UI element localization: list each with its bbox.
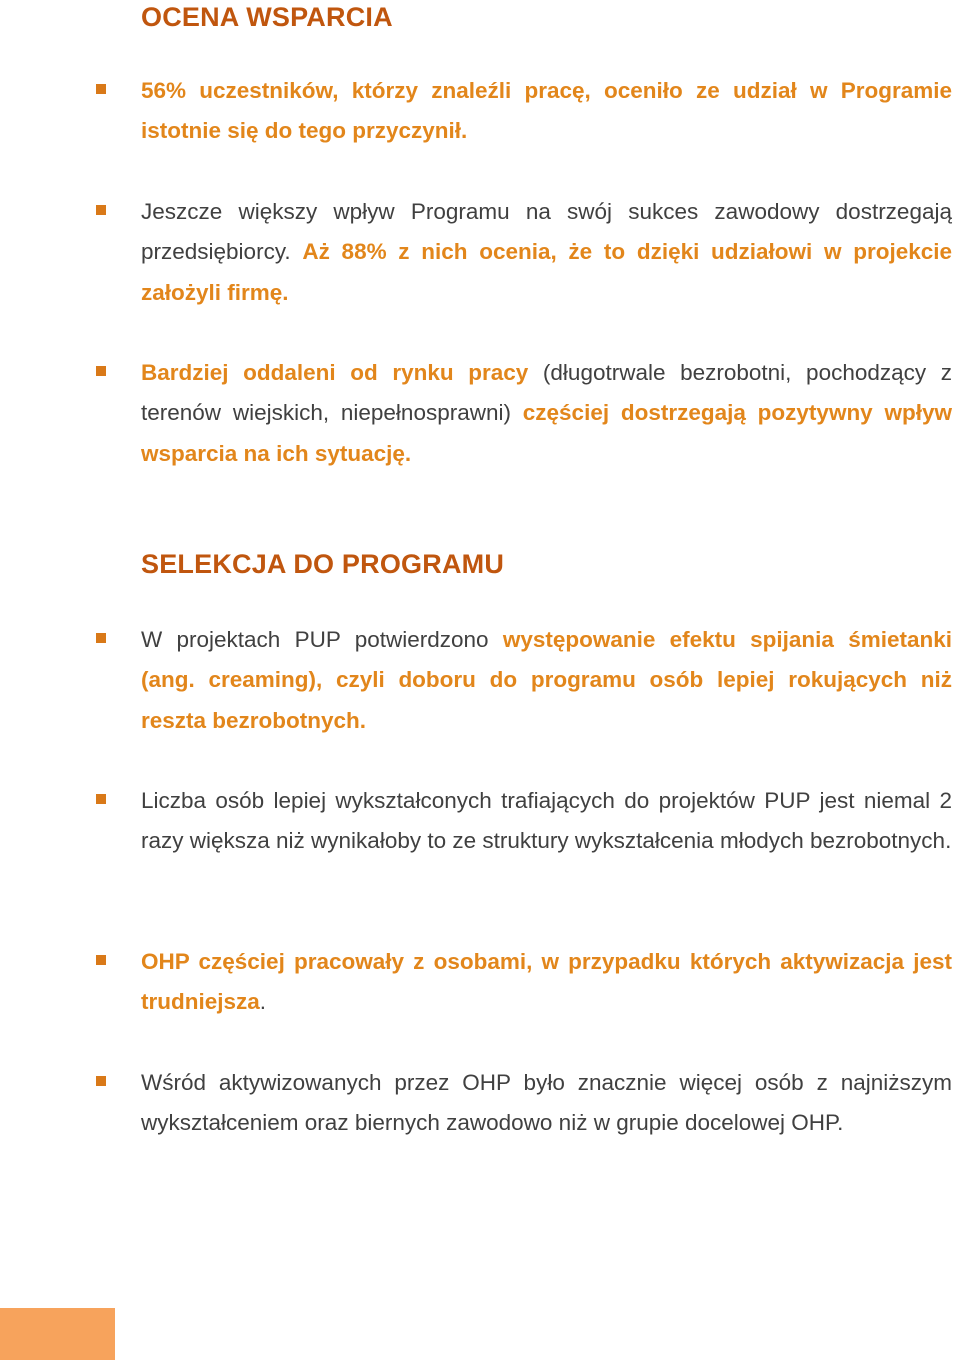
- section-title-selekcja-do-programu: SELEKCJA DO PROGRAMU: [141, 549, 505, 579]
- square-bullet-icon: [96, 366, 106, 376]
- item-text-segment: Aż 88% z nich ocenia, że to dzięki udziałowi w projekcie założyli firmę.: [141, 239, 952, 305]
- corner-decoration-block: [0, 1308, 115, 1360]
- item-text-segment: 56% uczestników, którzy znaleźli pracę, oceniło ze udział w Programie istotnie się do tego przyczynił.: [141, 78, 952, 144]
- item-text-segment: W projektach PUP potwierdzono: [141, 627, 503, 652]
- square-bullet-icon: [96, 633, 106, 643]
- item-text-segment: OHP częściej pracowały z osobami, w przypadku których aktywizacja jest trudniejsza: [141, 949, 952, 1015]
- square-bullet-icon: [96, 205, 106, 215]
- square-bullet-icon: [96, 84, 106, 94]
- item-text-segment: Jeszcze większy wpływ Programu na swój sukces zawodowy dostrzegają przedsiębiorcy.: [141, 199, 952, 265]
- item-text-segment: .: [259, 989, 267, 1015]
- item-text-segment: Wśród aktywizowanych przez OHP było znacznie więcej osób z najniższym wykształceniem oraz biernych zawodowo niż w grupie docelowej OHP.: [141, 1070, 952, 1136]
- section-title-ocena-wsparcia: OCENA WSPARCIA: [141, 2, 393, 32]
- item-text-segment: Bardziej oddaleni od rynku pracy: [141, 360, 529, 385]
- item-text-segment: częściej dostrzegają pozytywny wpływ wsparcia na ich sytuację.: [141, 400, 952, 466]
- square-bullet-icon: [96, 955, 106, 965]
- item-text-segment: Liczba osób lepiej wykształconych trafiających do projektów PUP jest niemal 2 razy większa niż wynikałoby to ze struktury wykształcenia młodych bezrobotnych.: [141, 788, 952, 854]
- square-bullet-icon: [96, 794, 106, 804]
- item-text-segment: występowanie efektu spijania śmietanki (ang. creaming), czyli doboru do programu osób lepiej rokujących niż reszta bezrobotnych.: [141, 627, 953, 733]
- item-text-segment: (długotrwale bezrobotni, pochodzący z terenów wiejskich, niepełnosprawni): [141, 360, 952, 426]
- square-bullet-icon: [96, 1076, 106, 1086]
